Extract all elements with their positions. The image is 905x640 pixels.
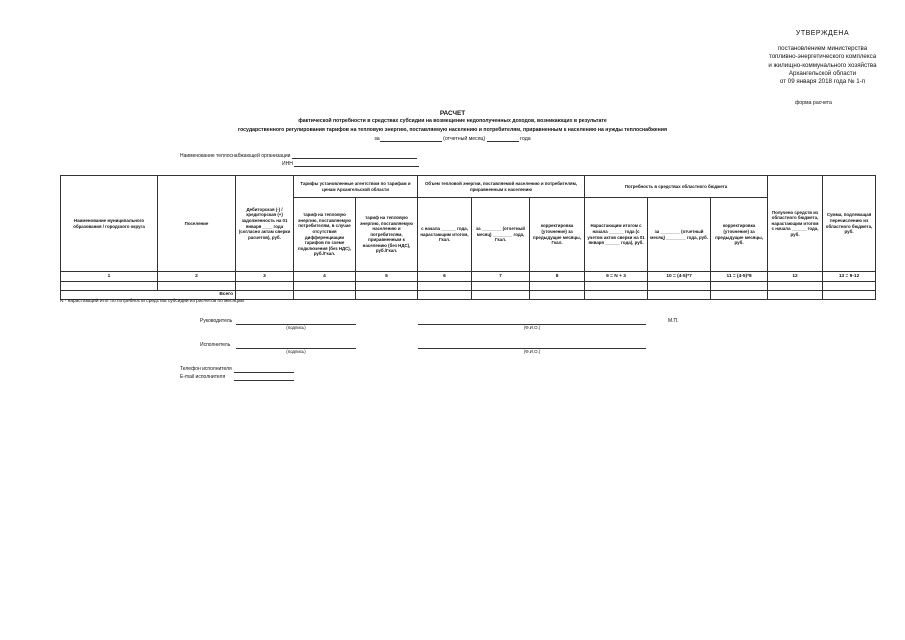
- head-label: Руководитель: [200, 318, 233, 324]
- table-cell[interactable]: [648, 282, 711, 291]
- column-number: 3: [236, 272, 294, 282]
- approval-line: и жилищно-коммунального хозяйства: [768, 61, 877, 69]
- head-signature-hint: (подпись): [286, 325, 306, 330]
- table-cell[interactable]: [585, 291, 648, 300]
- header-need-corr: корректировка (уточнение) за предыдущие месяцы, руб.: [711, 198, 768, 272]
- org-inn-row: [282, 161, 419, 167]
- table-cell[interactable]: [236, 291, 294, 300]
- table-cell[interactable]: [530, 291, 585, 300]
- subsidy-table: [60, 175, 876, 300]
- column-number: 9 = N + 3: [585, 272, 648, 282]
- approval-block: [740, 30, 905, 86]
- table-cell[interactable]: [530, 282, 585, 291]
- approval-line: от 09 января 2018 года № 1-п: [779, 78, 866, 86]
- table-cell[interactable]: [585, 282, 648, 291]
- header-tariffs-group: Тарифы установленные агентством по тарифам и ценам Архангельской области: [294, 176, 418, 198]
- table-cell[interactable]: [418, 291, 472, 300]
- column-number: 2: [158, 272, 236, 282]
- table-cell[interactable]: [236, 282, 294, 291]
- table-cell[interactable]: [823, 282, 876, 291]
- doc-subtitle-2: государственного регулирования тарифов на тепловую энергию, поставляемую населению и потребителям, приравненным к населению на нужды теплоснабжения: [237, 127, 668, 133]
- doc-title: РАСЧЕТ: [439, 110, 466, 117]
- approval-line: Архангельской области: [788, 69, 857, 77]
- doc-subtitle-1: фактической потребности в средствах субсидии на возмещение недополученных доходов, возникающих в результате: [298, 118, 607, 124]
- header-need-group: Потребность в средствах областного бюджета: [585, 176, 768, 198]
- phone-label: Телефон исполнителя: [180, 366, 232, 372]
- header-settlement: Поселение: [158, 176, 236, 272]
- approval-heading: УТВЕРЖДЕНА: [795, 30, 850, 37]
- column-number: 1: [61, 272, 158, 282]
- email-field[interactable]: [234, 380, 294, 381]
- period-month-field[interactable]: [380, 141, 442, 142]
- table-cell[interactable]: [356, 291, 418, 300]
- table-row: [61, 282, 876, 291]
- header-vol-corr: корректировка (уточнение) за предыдущие месяцы, Гкал.: [530, 198, 585, 272]
- head-fio-hint: (Ф.И.О.): [523, 325, 541, 330]
- doc-period: [0, 136, 905, 142]
- table-cell[interactable]: [472, 282, 530, 291]
- org-name-row: [180, 153, 417, 159]
- org-name-label: Наименование теплоснабжающей организации: [180, 153, 291, 159]
- stamp-label: М.П.: [668, 318, 679, 324]
- period-prefix: за: [374, 136, 380, 142]
- email-label: E-mail исполнителя: [180, 374, 226, 380]
- org-name-field[interactable]: [292, 158, 417, 159]
- executor-fio-hint: (Ф.И.О.): [523, 349, 541, 354]
- header-municipality: Наименование муниципального образования / городского округа: [61, 176, 158, 272]
- header-received: Получено средств из областного бюджета, нарастающим итогом с начала ______ года, руб.: [768, 176, 823, 272]
- table-cell[interactable]: [294, 291, 356, 300]
- table-cell[interactable]: [768, 282, 823, 291]
- period-month-hint: (отчетный месяц): [443, 136, 486, 142]
- column-number: 4: [294, 272, 356, 282]
- header-to-transfer: Сумма, подлежащая перечислению из областного бюджета, руб.: [823, 176, 876, 272]
- executor-label: Исполнитель: [200, 342, 231, 348]
- header-vol-month: за ________ (отчетный месяц) ________ года, Гкал.: [472, 198, 530, 272]
- form-note: форма расчета: [795, 100, 832, 106]
- period-year-field[interactable]: [487, 141, 519, 142]
- column-number: 10 = (4-5)*7: [648, 272, 711, 282]
- header-tariff-pop: тариф на тепловую энергию, поставляемую населению и потребителям, приравненным к населению (без НДС), руб./Гкал.: [356, 198, 418, 272]
- column-number: 5: [356, 272, 418, 282]
- org-inn-label: ИНН: [282, 161, 293, 167]
- table-cell[interactable]: [61, 282, 158, 291]
- table-cell[interactable]: [823, 291, 876, 300]
- header-volume-group: Объем тепловой энергии, поставляемой населению и потребителям, приравненным к населению: [418, 176, 585, 198]
- phone-field[interactable]: [234, 372, 294, 373]
- executor-signature-hint: (подпись): [286, 349, 306, 354]
- header-need-cum: Нарастающим итогом с начала ______ года (с учетом актов сверки на 01 января ______ года), руб.: [585, 198, 648, 272]
- header-vol-start: с начала ______ года, нарастающим итогом, Гкал.: [418, 198, 472, 272]
- column-number: 11 = (4-5)*8: [711, 272, 768, 282]
- table-cell[interactable]: [768, 291, 823, 300]
- table-cell[interactable]: [472, 291, 530, 300]
- column-number: 6: [418, 272, 472, 282]
- column-number: 7: [472, 272, 530, 282]
- table-cell[interactable]: [356, 282, 418, 291]
- column-number: 13 = 9-12: [823, 272, 876, 282]
- header-tariff-econ: тариф на тепловую энергию, поставляемую потребителям, в случае отсутствия дифференциации тарифов по схеме подключения (без НДС), руб./Гкал.: [294, 198, 356, 272]
- total-label: Всего: [61, 291, 236, 300]
- table-cell[interactable]: [648, 291, 711, 300]
- approval-line: топливно-энергетического комплекса: [768, 53, 877, 61]
- approval-line: постановлением министерства: [777, 45, 868, 53]
- column-number-row: [61, 272, 876, 282]
- table-cell[interactable]: [418, 282, 472, 291]
- table-cell[interactable]: [158, 282, 236, 291]
- table-cell[interactable]: [711, 282, 768, 291]
- period-suffix: года: [520, 136, 531, 142]
- header-debt: Дебиторская (-) / кредиторская (+) задолженность на 01 января ____ года (согласно актам сверки расчетов), руб.: [236, 176, 294, 272]
- org-inn-field[interactable]: [294, 166, 419, 167]
- table-cell[interactable]: [294, 282, 356, 291]
- footnote: N - нарастающий итог по потребности средства субсидии из расчетов по месяцам: [60, 299, 244, 304]
- table-cell[interactable]: [711, 291, 768, 300]
- column-number: 8: [530, 272, 585, 282]
- column-number: 12: [768, 272, 823, 282]
- header-need-month: за ________ (отчетный месяц) ________ года, руб.: [648, 198, 711, 272]
